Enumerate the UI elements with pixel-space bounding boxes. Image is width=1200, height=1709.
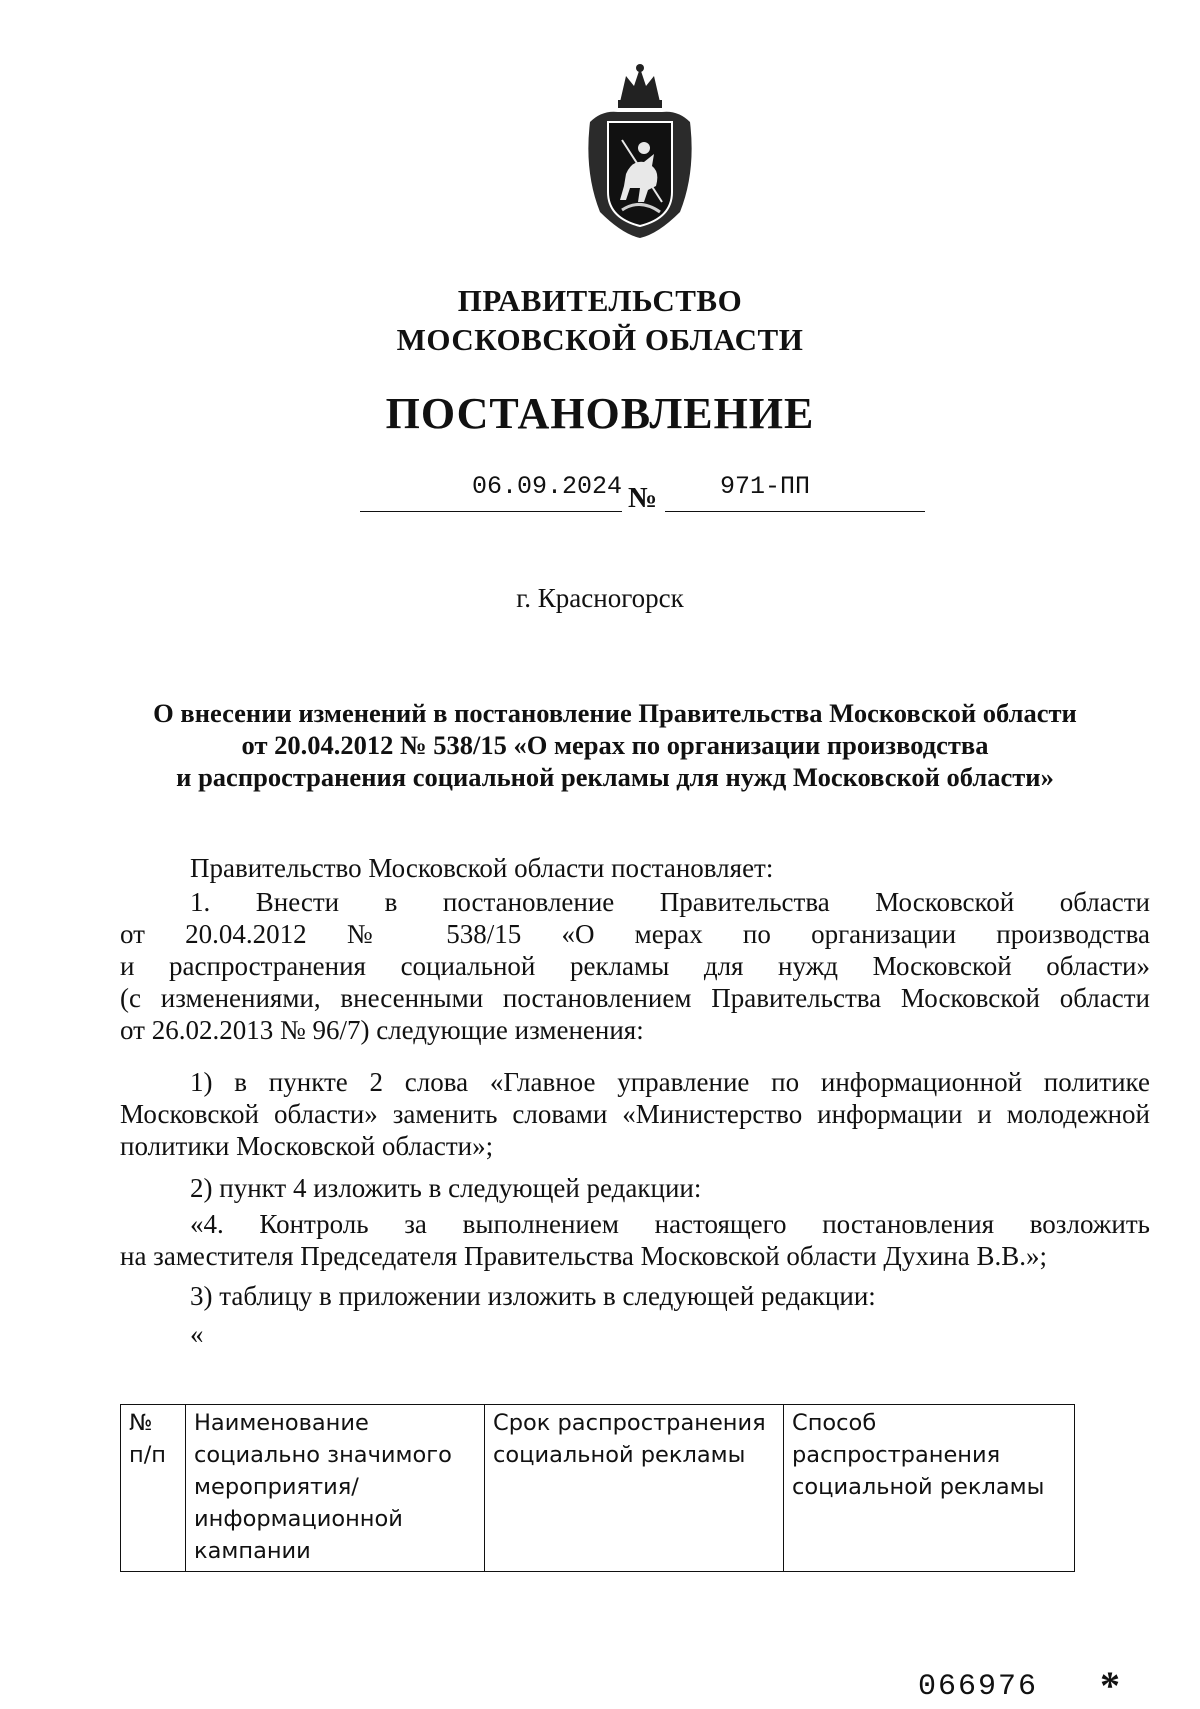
subparagraph-1 bbox=[120, 1066, 1150, 1162]
document-number: 971-ПП bbox=[719, 472, 810, 501]
number-underline bbox=[665, 511, 925, 512]
p1-line: 1. Внести в постановление Правительства Московской области bbox=[190, 887, 1150, 917]
government-name-line2: МОСКОВСКОЙ ОБЛАСТИ bbox=[396, 322, 804, 357]
document-date: 06.09.2024 bbox=[471, 472, 622, 501]
subject-line: от 20.04.2012 № 538/15 «О мерах по организации производства bbox=[241, 730, 989, 760]
q-line: на заместителя Председателя Правительства Московской области Духина В.В.»; bbox=[120, 1241, 1047, 1271]
date-underline bbox=[360, 511, 622, 512]
coat-of-arms-emblem bbox=[582, 62, 698, 240]
table-header-cell: Способ распространения социальной рекламы bbox=[784, 1405, 1075, 1572]
subject-line: О внесении изменений в постановление Правительства Московской области bbox=[153, 698, 1077, 728]
open-quote: « bbox=[190, 1319, 204, 1349]
quoted-paragraph-4 bbox=[120, 1208, 1150, 1272]
subparagraph-3 bbox=[120, 1280, 1150, 1312]
appendix-table bbox=[120, 1404, 1075, 1572]
table-header-row bbox=[121, 1405, 1075, 1572]
s3-line: 3) таблицу в приложении изложить в следующей редакции: bbox=[190, 1281, 876, 1311]
serial-number: 066976 bbox=[917, 1670, 1038, 1704]
p1-line: от 20.04.2012 № 538/15 «О мерах по организации производства bbox=[120, 919, 1150, 949]
table-header-cell: Наименование социально значимого мероприятия/ информационной кампании bbox=[186, 1405, 485, 1572]
government-name-line1: ПРАВИТЕЛЬСТВО bbox=[457, 283, 743, 318]
table-header-cell: Срок распространения социальной рекламы bbox=[485, 1405, 784, 1572]
document-type-title: ПОСТАНОВЛЕНИЕ bbox=[385, 389, 815, 438]
q-line: «4. Контроль за выполнением настоящего постановления возложить bbox=[190, 1209, 1150, 1239]
intro-line: Правительство Московской области постановляет: bbox=[190, 853, 774, 883]
asterisk-mark: * bbox=[1100, 1663, 1120, 1708]
p1-line: от 26.02.2013 № 96/7) следующие изменения: bbox=[120, 1015, 644, 1045]
open-quote-mark bbox=[120, 1318, 1150, 1350]
paragraph-1 bbox=[120, 886, 1150, 1046]
p1-line: и распространения социальной рекламы для нужд Московской области» bbox=[120, 951, 1150, 981]
s2-line: 2) пункт 4 изложить в следующей редакции: bbox=[190, 1173, 702, 1203]
p1-line: (с изменениями, внесенными постановлением Правительства Московской области bbox=[120, 983, 1150, 1013]
subject-line: и распространения социальной рекламы для нужд Московской области» bbox=[176, 762, 1054, 792]
document-subject bbox=[100, 697, 1130, 793]
table-header-cell: № п/п bbox=[121, 1405, 186, 1572]
intro-paragraph bbox=[120, 852, 1150, 884]
s1-line: 1) в пункте 2 слова «Главное управление по информационной политике bbox=[190, 1067, 1150, 1097]
subparagraph-2 bbox=[120, 1172, 1150, 1204]
number-sign: № bbox=[628, 482, 658, 514]
city-of-issue: г. Красногорск bbox=[516, 583, 684, 613]
s1-line: политики Московской области»; bbox=[120, 1131, 494, 1161]
s1-line: Московской области» заменить словами «Министерство информации и молодежной bbox=[120, 1099, 1150, 1129]
